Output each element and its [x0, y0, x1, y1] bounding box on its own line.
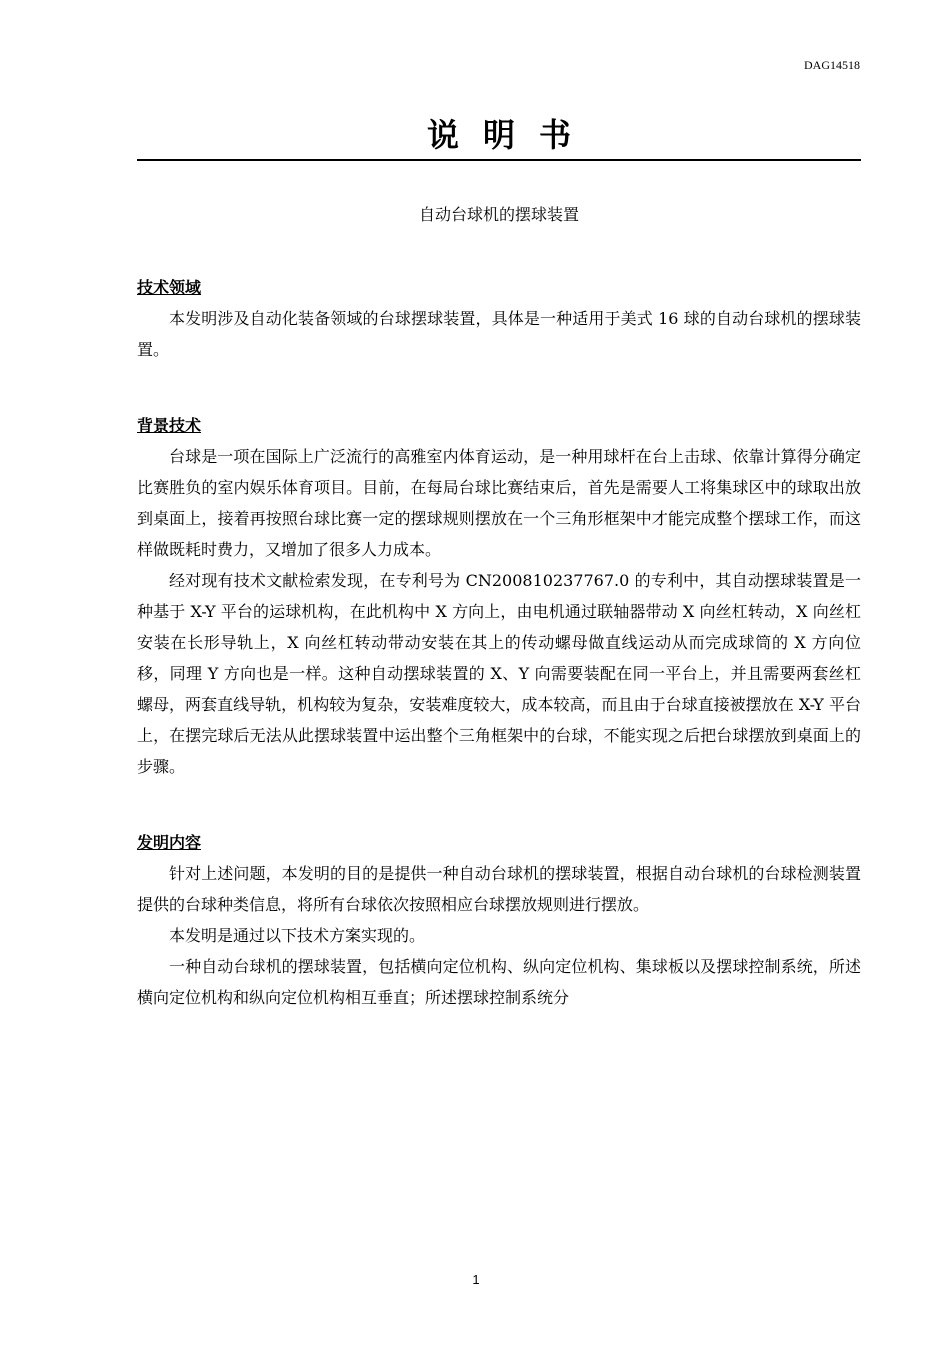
document-body: [137, 272, 861, 1013]
paragraph: 本发明是通过以下技术方案实现的。: [169, 926, 426, 945]
title-divider: [137, 159, 861, 161]
paragraph: 台球是一项在国际上广泛流行的高雅室内体育运动，是一种用球杆在台上击球、依靠计算得分确定比赛胜负的室内娱乐体育项目。目前，在每局台球比赛结束后，首先是需要人工将集球区中的球取出放到桌面上，接着再按照台球比赛一定的摆球规则摆放在一个三角形框架中才能完成整个摆球工作，而这样做既耗时费力，又增加了很多人力成本。: [137, 447, 861, 559]
section-heading-summary: 发明内容: [137, 833, 202, 852]
page-number: 1: [472, 1272, 480, 1287]
document-subtitle: 自动台球机的摆球装置: [418, 205, 579, 224]
paragraph: 一种自动台球机的摆球装置，包括横向定位机构、纵向定位机构、集球板以及摆球控制系统，所述横向定位机构和纵向定位机构相互垂直；所述摆球控制系统分: [137, 957, 861, 1007]
document-id: DAG14518: [804, 58, 860, 72]
paragraph: 本发明涉及自动化装备领域的台球摆球装置，具体是一种适用于美式 16 球的自动台球机的摆球装置。: [137, 309, 861, 359]
paragraph: 经对现有技术文献检索发现，在专利号为 CN200810237767.0 的专利中，其自动摆球装置是一种基于 X-Y 平台的运球机构，在此机构中 X 方向上，由电机通过联轴器带动 X 向丝杠转动，X 向丝杠安装在长形导轨上，X 向丝杠转动带动安装在其上的传动螺母做直线运动从而完成球筒的 X 方向位移，同理 Y 方向也是一样。这种自动摆球装置的 X、Y 向需要装配在同一平台上，并且需要两套丝杠螺母，两套直线导轨，机构较为复杂，安装难度较大，成本较高，而且由于台球直接被摆放在 X-Y 平台上，在摆完球后无法从此摆球装置中运出整个三角框架中的台球，不能实现之后把台球摆放到桌面上的步骤。: [137, 571, 861, 776]
section-heading-background: 背景技术: [137, 416, 202, 435]
section-heading-technical-field: 技术领域: [137, 278, 202, 297]
page-title: 说明书: [426, 116, 595, 154]
paragraph: 针对上述问题，本发明的目的是提供一种自动台球机的摆球装置，根据自动台球机的台球检测装置提供的台球种类信息，将所有台球依次按照相应台球摆放规则进行摆放。: [137, 864, 861, 914]
